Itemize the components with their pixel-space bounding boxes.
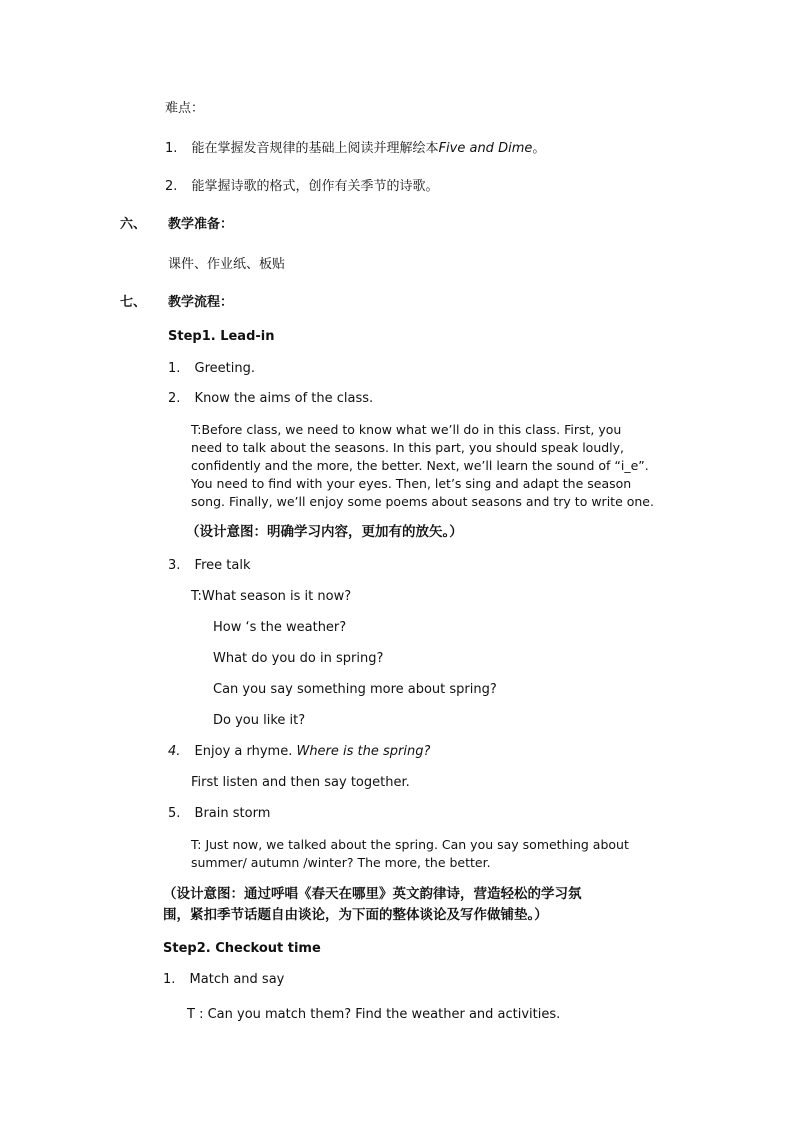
question-3: What do you do in spring? [213,651,384,666]
difficulty-item-1 [165,140,545,158]
brainstorm-line-1: T: Just now, we talked about the spring. Can you say something about [191,837,629,852]
list-text: 能在掌握发音规律的基础上阅读并理解绘本 [191,141,439,156]
design-note-2-line-1: （设计意图：通过呼唱《春天在哪里》英文韵律诗，营造轻松的学习氛 [163,886,582,902]
list-number: 2. [168,391,181,406]
list-number: 3. [168,558,181,573]
list-text: Greeting. [194,361,256,376]
rhyme-instruction: First listen and then say together. [191,775,410,790]
list-number: 2. [165,179,178,194]
teacher-line-5: song. Finally, we’ll enjoy some poems about seasons and try to write one. [191,494,654,509]
list-text: 能掌握诗歌的格式，创作有关季节的诗歌。 [191,179,439,194]
section-6-number: 六、 [120,217,147,232]
difficulty-item-2 [165,178,439,196]
list-number: 1. [165,141,178,156]
question-1: T:What season is it now? [191,589,352,604]
match-instruction: T : Can you match them? Find the weather and activities. [187,1007,561,1022]
list-number: 1. [163,972,176,987]
step1-item-3 [168,557,250,575]
list-text: Enjoy a rhyme. [194,744,297,759]
section-7-number: 七、 [120,295,147,310]
teacher-line-4: You need to find with your eyes. Then, let’s sing and adapt the season [191,476,632,491]
list-text: Brain storm [194,806,271,821]
section-6-content: 课件、作业纸、板贴 [168,257,286,272]
step1-item-5 [168,805,270,823]
teacher-line-1: T:Before class, we need to know what we’ll do in this class. First, you [191,422,622,437]
step1-item-2 [168,390,373,408]
list-number: 1. [168,361,181,376]
step1-item-1 [168,360,255,378]
list-number: 4. [168,744,181,759]
step-2-title: Step2. Checkout time [163,941,321,956]
step1-item-4 [168,743,430,761]
question-2: How ‘s the weather? [213,620,347,635]
question-4: Can you say something more about spring? [213,682,497,697]
step-1-title: Step1. Lead-in [168,329,275,344]
teacher-line-3: confidently and the more, the better. Next, we’ll learn the sound of “i_e”. [191,458,649,473]
list-text: Know the aims of the class. [194,391,374,406]
design-note-2-line-2: 围，紧扣季节话题自由谈论，为下面的整体谈论及写作做铺垫。） [163,907,548,923]
design-note-1: （设计意图：明确学习内容，更加有的放矢。） [186,524,463,540]
list-text: Free talk [194,558,251,573]
list-number: 5. [168,806,181,821]
brainstorm-line-2: summer/ autumn /winter? The more, the better. [191,855,491,870]
question-5: Do you like it? [213,713,306,728]
list-text-end: 。 [532,141,546,156]
list-text: Match and say [189,972,285,987]
section-7-title: 教学流程： [168,295,234,310]
rhyme-title: Where is the spring? [296,744,431,759]
book-title: Five and Dime [438,141,533,156]
teacher-line-2: need to talk about the seasons. In this part, you should speak loudly, [191,440,625,455]
step2-item-1 [163,971,284,989]
difficulty-heading: 难点： [165,101,205,116]
section-6-title: 教学准备： [168,217,234,232]
